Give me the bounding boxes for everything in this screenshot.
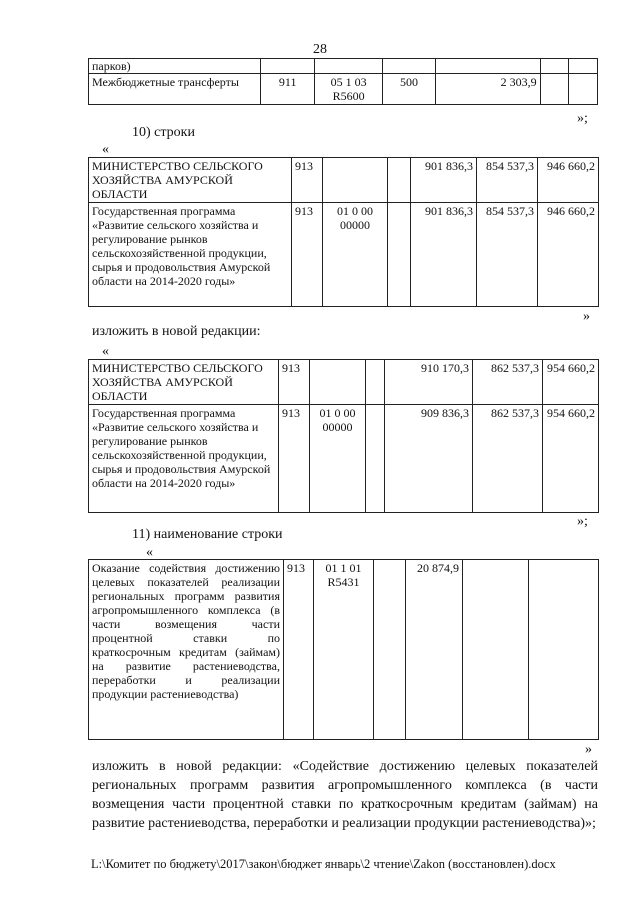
quote-end: »; — [577, 111, 588, 126]
table-cell-value: 901 836,3 — [411, 203, 477, 307]
quote-end: »; — [577, 514, 588, 529]
table-cell-value: 862 537,3 — [473, 360, 543, 405]
table-cell-section: 05 1 03 R5600 — [315, 74, 383, 105]
table-cell-name: МИНИСТЕРСТВО СЕЛЬСКОГО ХОЗЯЙСТВА АМУРСКОЙ ОБЛАСТИ — [89, 158, 292, 203]
table-cell-value: 909 836,3 — [385, 405, 473, 513]
table-cell-code: 913 — [279, 405, 310, 513]
table-row — [89, 59, 598, 74]
quote-close: » — [583, 309, 590, 324]
table-cell-value: 946 660,2 — [538, 203, 599, 307]
table-continuation — [88, 58, 598, 105]
page-number: 28 — [313, 42, 327, 57]
table-cell: парков) — [89, 59, 261, 74]
table-cell-name: Государственная программа «Развитие сельского хозяйства и регулирование рынков сельскохозяйственной продукции, сырья и продовольствия Амурской области на 2014-2020 годы» — [89, 405, 279, 513]
quote-open: « — [146, 545, 153, 560]
table-cell-code: 913 — [292, 158, 323, 203]
table-cell-section: 01 1 01 R5431 — [314, 560, 374, 740]
item-10-heading: 10) строки — [132, 125, 195, 140]
table-cell-value: 2 303,9 — [436, 74, 540, 105]
quote-open: « — [102, 142, 109, 157]
table-cell-code: 913 — [279, 360, 310, 405]
table-item-11 — [88, 559, 599, 740]
table-row — [89, 560, 599, 740]
table-cell-section: 01 0 00 00000 — [310, 405, 366, 513]
redaction-label: изложить в новой редакции: — [92, 324, 261, 339]
table-old — [88, 157, 599, 307]
table-cell-value: 954 660,2 — [543, 405, 599, 513]
table-row — [89, 360, 599, 405]
quote-close: » — [585, 742, 592, 757]
item-11-heading: 11) наименование строки — [132, 527, 283, 542]
table-cell-code: 913 — [284, 560, 314, 740]
table-cell-code: 913 — [292, 203, 323, 307]
table-cell-type: 500 — [382, 74, 435, 105]
table-row — [89, 74, 598, 105]
table-row — [89, 405, 599, 513]
table-cell-value: 20 874,9 — [406, 560, 463, 740]
table-cell-name: Межбюджетные трансферты — [89, 74, 261, 105]
table-row — [89, 203, 599, 307]
table-cell-name: Оказание содействия достижению целевых показателей реализации региональных программ развития агропромышленного комплекса (в части возмещения части процентной ставки по краткосрочным кредитам (займам) на развитие растениеводства, переработки и реализации продукции растениеводства) — [89, 560, 284, 740]
table-cell-value: 854 537,3 — [477, 203, 538, 307]
final-paragraph: изложить в новой редакции: «Содействие достижению целевых показателей региональных программ развития агропромышленного комплекса (в части возмещения части процентной ставки по краткосрочным кредитам (займам) на развитие растениеводства, переработки и реализации продукции растениеводства)»; — [92, 759, 598, 831]
table-cell-name: Государственная программа «Развитие сельского хозяйства и регулирование рынков сельскохозяйственной продукции, сырья и продовольствия Амурской области на 2014-2020 годы» — [89, 203, 292, 307]
table-cell-value: 910 170,3 — [385, 360, 473, 405]
footer-file-path: L:\Комитет по бюджету\2017\закон\бюджет январь\2 чтение\Zakon (восстановлен).docx — [91, 857, 556, 871]
quote-open: « — [102, 344, 109, 359]
table-new — [88, 359, 599, 513]
table-cell-code: 911 — [261, 74, 315, 105]
table-cell-value: 954 660,2 — [543, 360, 599, 405]
table-cell-value: 862 537,3 — [473, 405, 543, 513]
table-cell-value: 854 537,3 — [477, 158, 538, 203]
table-cell-value: 946 660,2 — [538, 158, 599, 203]
table-row — [89, 158, 599, 203]
table-cell-value: 901 836,3 — [411, 158, 477, 203]
table-cell-section: 01 0 00 00000 — [323, 203, 388, 307]
table-cell-name: МИНИСТЕРСТВО СЕЛЬСКОГО ХОЗЯЙСТВА АМУРСКОЙ ОБЛАСТИ — [89, 360, 279, 405]
